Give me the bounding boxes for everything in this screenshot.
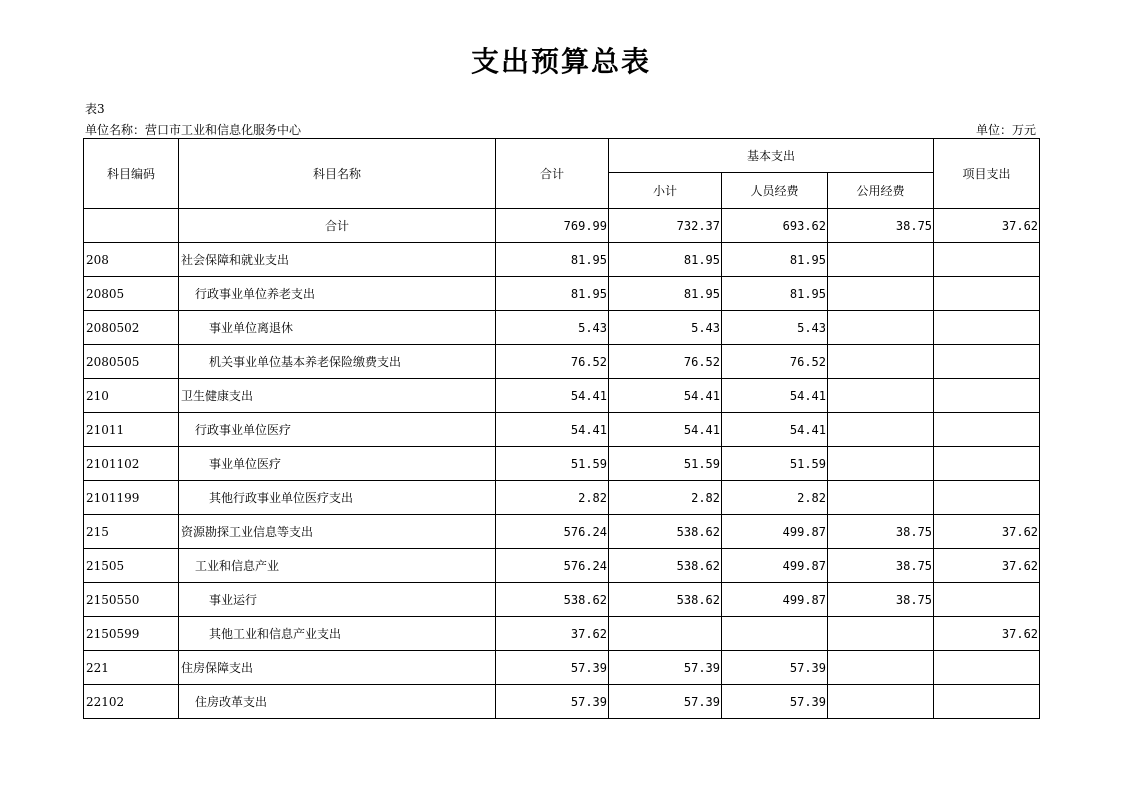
cell-project	[934, 345, 1040, 379]
cell-personnel: 54.41	[722, 379, 828, 413]
cell-public	[828, 685, 934, 719]
cell-total: 57.39	[496, 651, 609, 685]
cell-name: 住房保障支出	[179, 651, 496, 685]
cell-code: 2080502	[84, 311, 179, 345]
cell-project	[934, 243, 1040, 277]
cell-public	[828, 345, 934, 379]
table-row	[84, 583, 1040, 617]
cell-code: 210	[84, 379, 179, 413]
header-subtotal: 小计	[609, 173, 722, 209]
cell-public	[828, 447, 934, 481]
cell-public	[828, 243, 934, 277]
table-row	[84, 481, 1040, 515]
cell-code: 2101102	[84, 447, 179, 481]
cell-code: 2150550	[84, 583, 179, 617]
cell-total: 5.43	[496, 311, 609, 345]
table-row	[84, 277, 1040, 311]
cell-code: 2150599	[84, 617, 179, 651]
cell-personnel: 51.59	[722, 447, 828, 481]
unit-name-label: 单位名称：营口市工业和信息化服务中心	[85, 123, 302, 137]
cell-subtotal: 57.39	[609, 685, 722, 719]
cell-total: 538.62	[496, 583, 609, 617]
cell-project	[934, 685, 1040, 719]
cell-name: 机关事业单位基本养老保险缴费支出	[179, 345, 496, 379]
cell-project	[934, 447, 1040, 481]
cell-subtotal: 57.39	[609, 651, 722, 685]
cell-project: 37.62	[934, 209, 1040, 243]
cell-personnel	[722, 617, 828, 651]
cell-code: 21011	[84, 413, 179, 447]
cell-personnel: 81.95	[722, 277, 828, 311]
cell-subtotal: 81.95	[609, 277, 722, 311]
table-row	[84, 549, 1040, 583]
header-total: 合计	[496, 139, 609, 209]
cell-subtotal: 51.59	[609, 447, 722, 481]
cell-name: 其他行政事业单位医疗支出	[179, 481, 496, 515]
table-row	[84, 413, 1040, 447]
cell-personnel: 693.62	[722, 209, 828, 243]
cell-total: 2.82	[496, 481, 609, 515]
cell-personnel: 499.87	[722, 583, 828, 617]
cell-code: 22102	[84, 685, 179, 719]
cell-subtotal: 732.37	[609, 209, 722, 243]
cell-code: 215	[84, 515, 179, 549]
cell-name: 住房改革支出	[179, 685, 496, 719]
cell-project: 37.62	[934, 515, 1040, 549]
cell-project: 37.62	[934, 617, 1040, 651]
cell-total: 81.95	[496, 243, 609, 277]
cell-public	[828, 651, 934, 685]
cell-project	[934, 413, 1040, 447]
table-row	[84, 515, 1040, 549]
table-row	[84, 345, 1040, 379]
cell-project	[934, 481, 1040, 515]
cell-subtotal: 2.82	[609, 481, 722, 515]
cell-name: 行政事业单位医疗	[179, 413, 496, 447]
cell-total: 54.41	[496, 413, 609, 447]
cell-total: 37.62	[496, 617, 609, 651]
cell-project: 37.62	[934, 549, 1040, 583]
cell-total: 576.24	[496, 549, 609, 583]
cell-code: 208	[84, 243, 179, 277]
table-body	[84, 209, 1040, 719]
cell-subtotal	[609, 617, 722, 651]
cell-name: 卫生健康支出	[179, 379, 496, 413]
cell-personnel: 57.39	[722, 685, 828, 719]
cell-personnel: 81.95	[722, 243, 828, 277]
cell-name: 事业单位离退休	[179, 311, 496, 345]
header-public: 公用经费	[828, 173, 934, 209]
cell-public: 38.75	[828, 515, 934, 549]
cell-code: 2101199	[84, 481, 179, 515]
header-code: 科目编码	[84, 139, 179, 209]
cell-code: 20805	[84, 277, 179, 311]
cell-subtotal: 81.95	[609, 243, 722, 277]
table-row	[84, 447, 1040, 481]
cell-subtotal: 5.43	[609, 311, 722, 345]
expenditure-budget-table	[83, 138, 1040, 719]
cell-personnel: 499.87	[722, 549, 828, 583]
cell-name: 合计	[179, 209, 496, 243]
cell-personnel: 2.82	[722, 481, 828, 515]
cell-total: 57.39	[496, 685, 609, 719]
cell-code: 221	[84, 651, 179, 685]
cell-project	[934, 277, 1040, 311]
cell-name: 行政事业单位养老支出	[179, 277, 496, 311]
cell-project	[934, 379, 1040, 413]
table-row	[84, 617, 1040, 651]
cell-public	[828, 481, 934, 515]
table-number: 表3	[85, 102, 105, 116]
cell-name: 事业运行	[179, 583, 496, 617]
cell-public	[828, 379, 934, 413]
cell-personnel: 57.39	[722, 651, 828, 685]
cell-total: 81.95	[496, 277, 609, 311]
cell-name: 其他工业和信息产业支出	[179, 617, 496, 651]
cell-personnel: 5.43	[722, 311, 828, 345]
cell-public	[828, 413, 934, 447]
cell-subtotal: 76.52	[609, 345, 722, 379]
cell-code: 21505	[84, 549, 179, 583]
cell-personnel: 76.52	[722, 345, 828, 379]
cell-personnel: 54.41	[722, 413, 828, 447]
cell-public	[828, 277, 934, 311]
cell-project	[934, 311, 1040, 345]
cell-code: 2080505	[84, 345, 179, 379]
unit-label: 单位：万元	[975, 123, 1036, 137]
cell-project	[934, 651, 1040, 685]
cell-total: 76.52	[496, 345, 609, 379]
cell-subtotal: 54.41	[609, 379, 722, 413]
header-project: 项目支出	[934, 139, 1040, 209]
header-name: 科目名称	[179, 139, 496, 209]
cell-name: 资源勘探工业信息等支出	[179, 515, 496, 549]
table-row	[84, 311, 1040, 345]
cell-public	[828, 311, 934, 345]
table-row	[84, 209, 1040, 243]
cell-name: 工业和信息产业	[179, 549, 496, 583]
cell-total: 769.99	[496, 209, 609, 243]
cell-total: 576.24	[496, 515, 609, 549]
cell-total: 51.59	[496, 447, 609, 481]
cell-code	[84, 209, 179, 243]
cell-subtotal: 54.41	[609, 413, 722, 447]
cell-subtotal: 538.62	[609, 583, 722, 617]
header-personnel: 人员经费	[722, 173, 828, 209]
cell-public: 38.75	[828, 549, 934, 583]
table-row	[84, 243, 1040, 277]
header-basic: 基本支出	[609, 139, 934, 173]
cell-name: 社会保障和就业支出	[179, 243, 496, 277]
cell-total: 54.41	[496, 379, 609, 413]
cell-subtotal: 538.62	[609, 515, 722, 549]
cell-public: 38.75	[828, 209, 934, 243]
table-row	[84, 685, 1040, 719]
cell-personnel: 499.87	[722, 515, 828, 549]
cell-name: 事业单位医疗	[179, 447, 496, 481]
table-row	[84, 379, 1040, 413]
cell-subtotal: 538.62	[609, 549, 722, 583]
cell-public: 38.75	[828, 583, 934, 617]
table-row	[84, 651, 1040, 685]
cell-public	[828, 617, 934, 651]
cell-project	[934, 583, 1040, 617]
page-title: 支出预算总表	[470, 45, 651, 78]
